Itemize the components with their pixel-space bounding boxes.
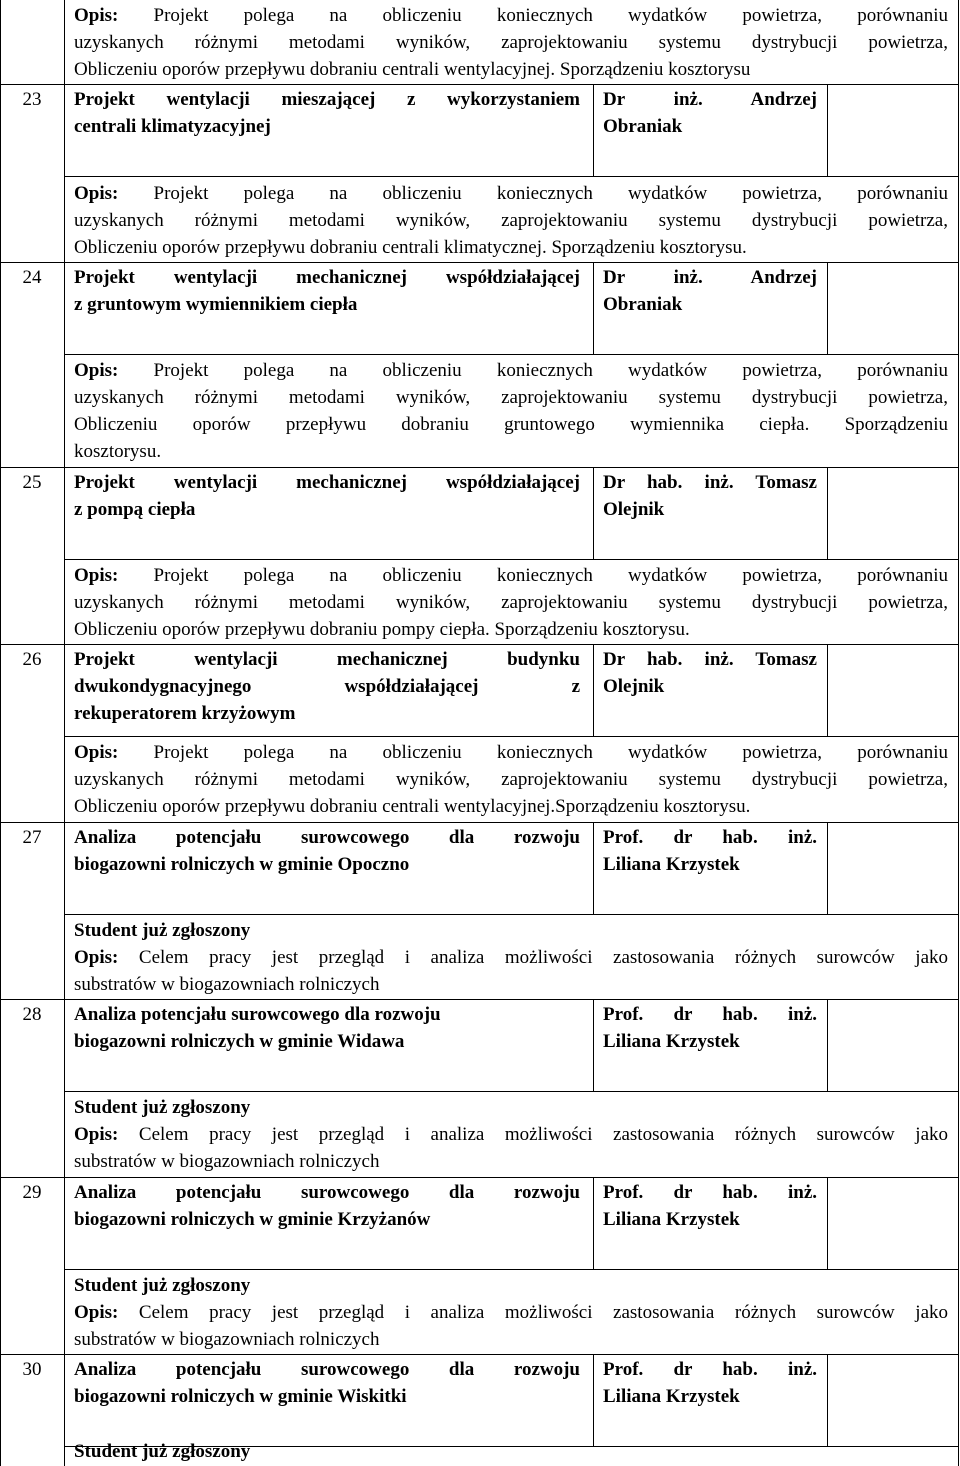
project-number: 27 [22,827,42,848]
description-label: Opis: [74,1302,119,1323]
supervisor-divider [827,467,828,559]
row-divider [0,999,959,1000]
project-description: Opis: Projekt polega na obliczeniu koniecznych wydatków powietrza, porównaniu uzyskanych różnymi metodami wyników, zaprojektowaniu systemu dystrybucji powietrza, Obliczeniu oporów przepływu dobraniu centrali wentylacyjnej. Sporządzeniu kosztorysu [74,5,948,80]
project-number: 29 [22,1182,42,1203]
row-divider [0,84,959,85]
supervisor-divider [827,84,828,176]
project-title: Analiza potencjału surowcowego dla rozwoju biogazowni rolniczych w gminie Wiskitki [74,1359,580,1407]
description-label: Opis: [74,1124,119,1145]
project-supervisor: Prof. dr hab. inż. Liliana Krzystek [603,1359,817,1407]
supervisor-divider [827,999,828,1091]
supervisor-divider [593,644,594,736]
supervisor-divider [593,84,594,176]
supervisor-divider [827,1177,828,1269]
table-border-right [958,0,959,1466]
supervisor-divider [593,999,594,1091]
row-divider [64,914,959,915]
description-label: Opis: [74,183,119,204]
project-description: Opis: Projekt polega na obliczeniu koniecznych wydatków powietrza, porównaniu uzyskanych różnymi metodami wyników, zaprojektowaniu systemu dystrybucji powietrza, Obliczeniu oporów przepływu dobraniu centrali klimatycznej. Sporządzeniu kosztorysu. [74,183,948,258]
project-description [74,1438,948,1465]
row-divider [0,822,959,823]
student-status: Student już zgłoszony [74,1441,251,1462]
row-divider [64,1091,959,1092]
supervisor-divider [827,822,828,914]
supervisor-divider [827,262,828,354]
description-label: Opis: [74,947,119,968]
project-number: 30 [22,1359,42,1380]
project-supervisor: Prof. dr hab. inż. Liliana Krzystek [603,827,817,875]
row-divider [0,644,959,645]
project-description: Opis: Projekt polega na obliczeniu koniecznych wydatków powietrza, porównaniu uzyskanych różnymi metodami wyników, zaprojektowaniu systemu dystrybucji powietrza, Obliczeniu oporów przepływu dobraniu gruntowego wymiennika ciepła. Sporządzeniu kosztorysu. [74,360,948,462]
row-divider [64,559,959,560]
supervisor-divider [593,1354,594,1446]
student-status: Student już zgłoszony [74,1275,251,1296]
supervisor-divider [593,822,594,914]
row-divider [0,1354,959,1355]
description-label: Opis: [74,565,119,586]
row-divider [64,736,959,737]
row-divider [64,176,959,177]
student-status: Student już zgłoszony [74,920,251,941]
project-number: 25 [22,472,42,493]
supervisor-divider [593,1177,594,1269]
project-supervisor: Dr hab. inż. Tomasz Olejnik [603,472,817,520]
project-title: Projekt wentylacji mieszającej z wykorzystaniem centrali klimatyzacyjnej [74,89,580,137]
project-title: Analiza potencjału surowcowego dla rozwoju biogazowni rolniczych w gminie Krzyżanów [74,1182,580,1230]
supervisor-divider [827,644,828,736]
row-divider [0,1177,959,1178]
student-status: Student już zgłoszony [74,1097,251,1118]
project-number: 26 [22,649,42,670]
project-number: 28 [22,1004,42,1025]
row-divider [64,354,959,355]
supervisor-divider [593,467,594,559]
supervisor-divider [827,1354,828,1446]
project-description: Opis: Projekt polega na obliczeniu koniecznych wydatków powietrza, porównaniu uzyskanych różnymi metodami wyników, zaprojektowaniu systemu dystrybucji powietrza, Obliczeniu oporów przepływu dobraniu pompy ciepła. Sporządzeniu kosztorysu. [74,565,948,640]
project-supervisor: Prof. dr hab. inż. Liliana Krzystek [603,1182,817,1230]
table-border-col1 [64,0,65,1466]
project-title: Analiza potencjału surowcowego dla rozwoju biogazowni rolniczych w gminie Opoczno [74,827,580,875]
project-supervisor: Dr inż. Andrzej Obraniak [603,267,817,315]
project-description: Student już zgłoszony Opis: Celem pracy jest przegląd i analiza możliwości zastosowania różnych surowców jako substratów w biogazowniach rolniczych [74,917,948,998]
project-description: Student już zgłoszony Opis: Celem pracy jest przegląd i analiza możliwości zastosowania różnych surowców jako substratów w biogazowniach rolniczych [74,1094,948,1175]
project-title: Projekt wentylacji mechanicznej współdziałającej z gruntowym wymiennikiem ciepła [74,267,580,315]
project-supervisor: Prof. dr hab. inż. Liliana Krzystek [603,1004,817,1052]
project-supervisor: Dr inż. Andrzej Obraniak [603,89,817,137]
project-title: Projekt wentylacji mechanicznej współdziałającej z pompą ciepła [74,472,580,520]
project-description: Student już zgłoszony Opis: Celem pracy jest przegląd i analiza możliwości zastosowania różnych surowców jako substratów w biogazowniach rolniczych [74,1272,948,1353]
row-divider [64,1269,959,1270]
table-border-left [0,0,1,1466]
project-title: Projekt wentylacji mechanicznej budynku dwukondygnacyjnego współdziałającej z rekuperatorem krzyżowym [74,649,580,724]
row-divider [0,467,959,468]
description-label: Opis: [74,5,119,26]
project-number: 23 [22,89,42,110]
project-title: Analiza potencjału surowcowego dla rozwoju biogazowni rolniczych w gminie Widawa [74,1004,441,1052]
project-supervisor: Dr hab. inż. Tomasz Olejnik [603,649,817,697]
project-number: 24 [22,267,42,288]
supervisor-divider [593,262,594,354]
description-label: Opis: [74,742,119,763]
project-description: Opis: Projekt polega na obliczeniu koniecznych wydatków powietrza, porównaniu uzyskanych różnymi metodami wyników, zaprojektowaniu systemu dystrybucji powietrza, Obliczeniu oporów przepływu dobraniu centrali wentylacyjnej.Sporządzeniu kosztorysu. [74,742,948,817]
row-divider [0,262,959,263]
description-label: Opis: [74,360,119,381]
